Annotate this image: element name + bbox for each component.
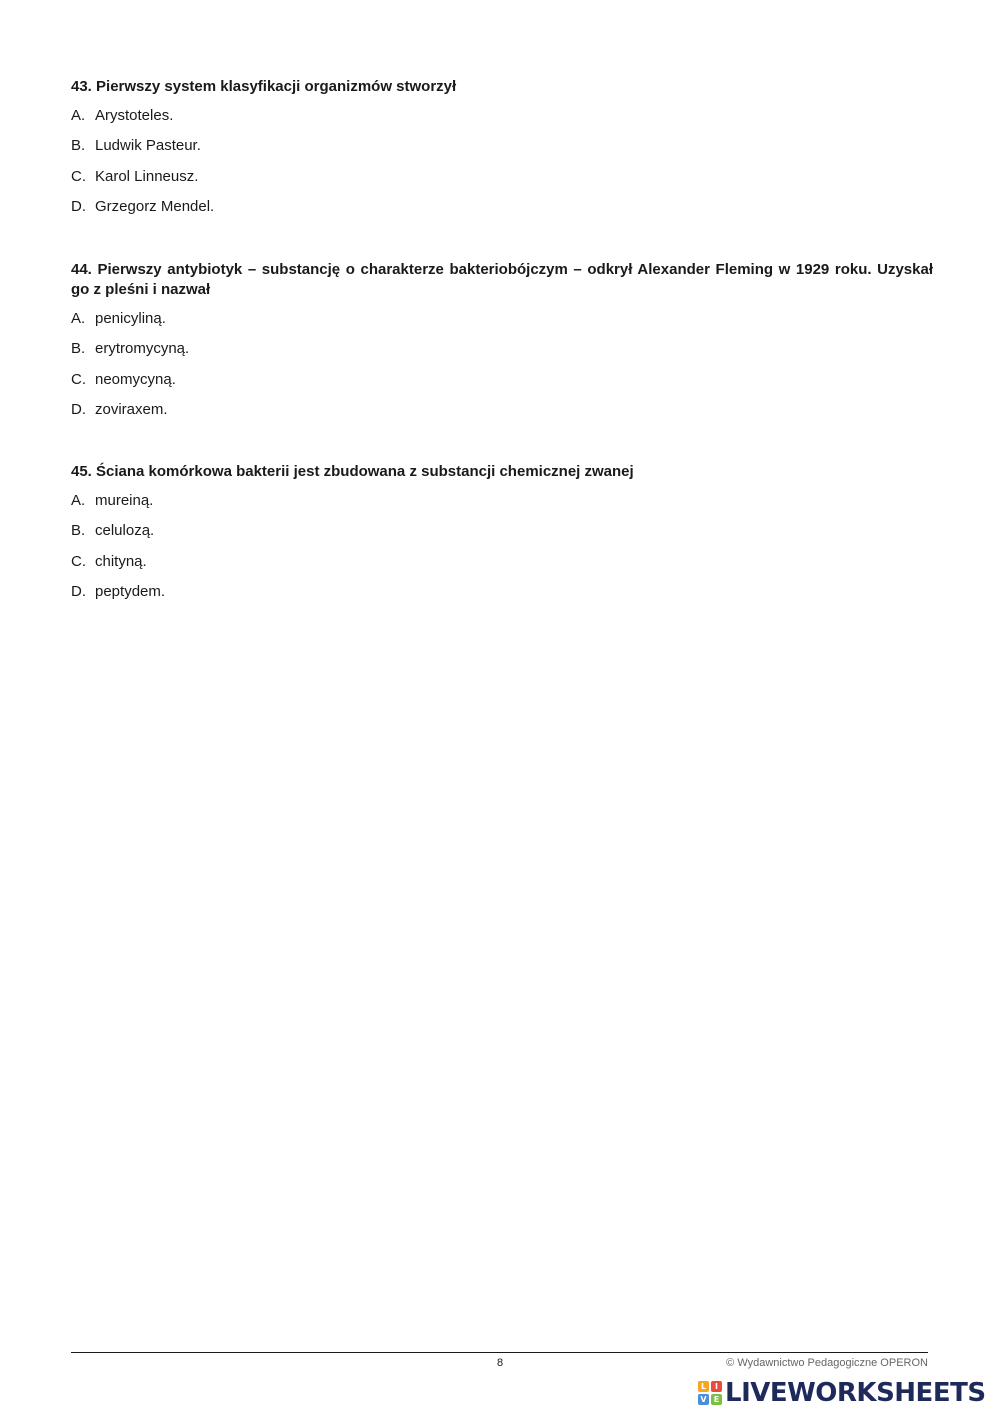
answer-list — [71, 309, 933, 430]
answer-letter: B. — [71, 137, 86, 155]
answer-text: erytromycyną. — [95, 340, 190, 358]
answer-text: chityną. — [95, 552, 147, 570]
answer-option-a[interactable] — [71, 491, 933, 521]
answer-letter: A. — [71, 310, 86, 327]
answer-option-a[interactable] — [71, 309, 933, 339]
answer-option-c[interactable] — [71, 167, 933, 197]
answer-option-b[interactable] — [71, 521, 933, 551]
logo-cell: E — [711, 1394, 722, 1405]
question-text: 44. Pierwszy antybiotyk – substancję o charakterze bakteriobójczym – odkrył Alexander Fleming w 1929 roku. Uzyskał go z pleśni i nazwał — [71, 261, 933, 298]
question-text: 43. Pierwszy system klasyfikacji organizmów stworzył — [71, 78, 457, 95]
question-text: 45. Ściana komórkowa bakterii jest zbudowana z substancji chemicznej zwanej — [71, 463, 634, 480]
answer-letter: B. — [71, 340, 86, 358]
answer-letter: C. — [71, 552, 86, 570]
answer-letter: D. — [71, 197, 86, 215]
footer-divider — [71, 1352, 928, 1353]
logo-cell: L — [698, 1381, 709, 1392]
answer-option-c[interactable] — [71, 370, 933, 400]
answer-list — [71, 106, 933, 227]
logo-cell: V — [698, 1394, 709, 1405]
answer-option-b[interactable] — [71, 339, 933, 369]
answer-text: peptydem. — [95, 582, 166, 600]
question-45 — [71, 462, 933, 612]
answer-letter: C. — [71, 167, 86, 185]
question-44 — [71, 260, 933, 430]
answer-text: Arystoteles. — [95, 107, 174, 124]
answer-list — [71, 491, 933, 612]
answer-text: celulozą. — [95, 522, 155, 540]
answer-option-a[interactable] — [71, 106, 933, 136]
logo-mark-icon — [698, 1381, 722, 1405]
answer-option-d[interactable] — [71, 582, 933, 612]
answer-letter: A. — [71, 492, 86, 509]
logo-wordmark: LIVEWORKSHEETS — [725, 1378, 986, 1408]
answer-text: mureiną. — [95, 492, 154, 509]
copyright-notice: © Wydawnictwo Pedagogiczne OPERON — [726, 1357, 928, 1369]
answer-text: zoviraxem. — [95, 400, 168, 418]
answer-option-c[interactable] — [71, 552, 933, 582]
answer-text: Ludwik Pasteur. — [95, 137, 201, 155]
logo-cell: I — [711, 1381, 722, 1392]
liveworksheets-logo[interactable] — [698, 1378, 986, 1408]
page-number: 8 — [496, 1357, 504, 1369]
answer-letter: B. — [71, 522, 86, 540]
answer-letter: A. — [71, 107, 86, 124]
answer-letter: D. — [71, 400, 86, 418]
answer-text: penicyliną. — [95, 310, 166, 327]
answer-text: neomycyną. — [95, 370, 176, 388]
answer-letter: C. — [71, 370, 86, 388]
answer-text: Grzegorz Mendel. — [95, 197, 215, 215]
answer-option-d[interactable] — [71, 197, 933, 227]
answer-option-d[interactable] — [71, 400, 933, 430]
question-43 — [71, 77, 933, 227]
answer-text: Karol Linneusz. — [95, 167, 199, 185]
answer-letter: D. — [71, 582, 86, 600]
answer-option-b[interactable] — [71, 136, 933, 166]
